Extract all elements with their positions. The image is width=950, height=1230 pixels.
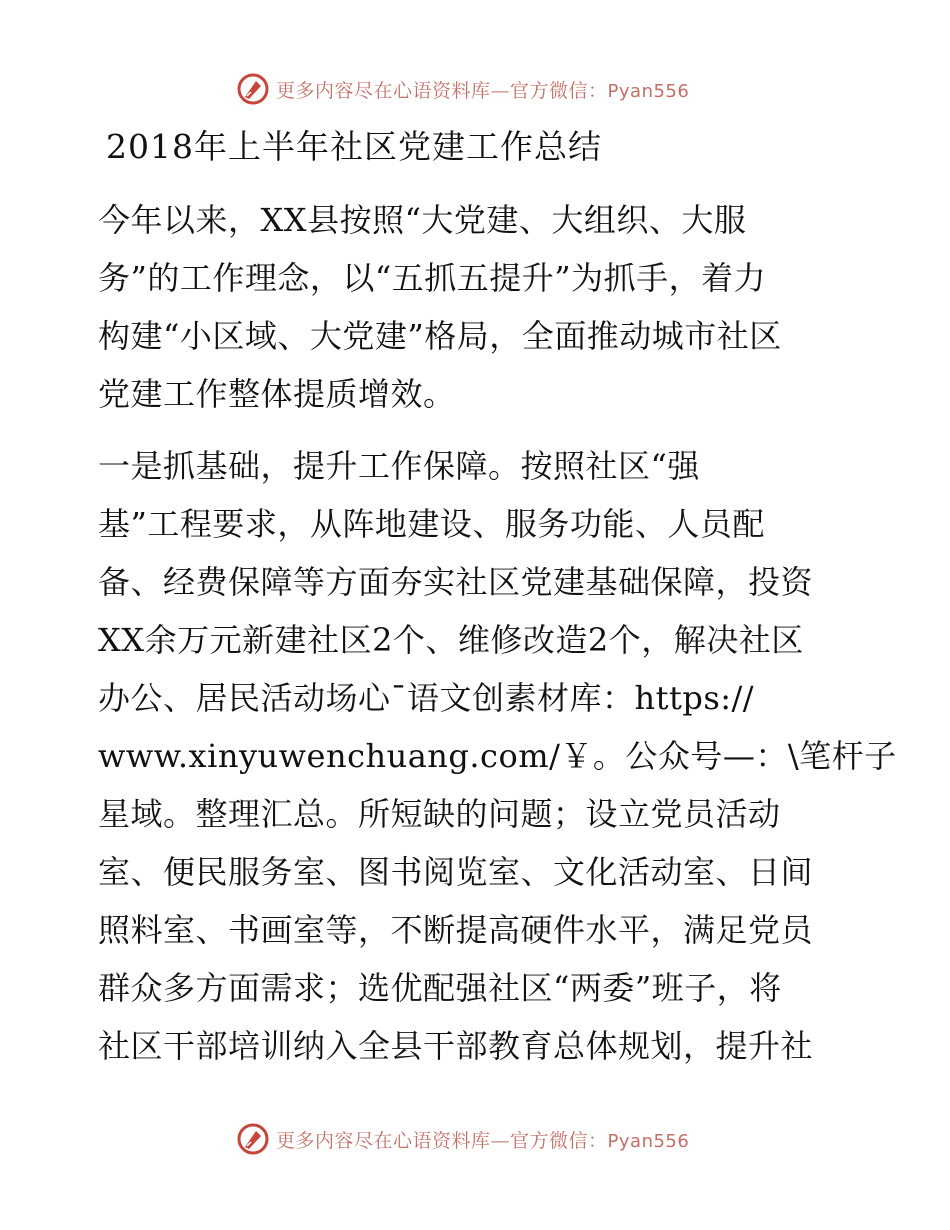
banner-text: 更多内容尽在心语资料库—官方微信：Pyan556 [276, 1129, 690, 1152]
text-line: 星域。整理汇总。所短缺的问题；设立党员活动 [98, 795, 781, 833]
pen-nib-circle-icon [236, 1122, 270, 1156]
footer-banner [236, 1122, 716, 1156]
text-line: 室、便民服务室、图书阅览室、文化活动室、日间 [98, 853, 814, 891]
page-title: 2018年上半年社区党建工作总结 [106, 127, 602, 166]
banner-text: 更多内容尽在心语资料库—官方微信：Pyan556 [276, 79, 690, 102]
text-line: 办公、居民活动场心¯语文创素材库：https:// [98, 679, 755, 717]
paragraph-foundation [98, 437, 897, 1075]
text-line: 基”工程要求，从阵地建设、服务功能、人员配 [98, 505, 765, 543]
text-line: XX余万元新建社区2个、维修改造2个，解决社区 [98, 621, 804, 659]
text-line: 群众多方面需求；选优配强社区“两委”班子，将 [98, 969, 782, 1007]
text-line: 照料室、书画室等，不断提高硬件水平，满足党员 [98, 911, 814, 949]
paragraph-intro [98, 191, 850, 423]
pen-nib-circle-icon [236, 72, 270, 106]
text-line: 党建工作整体提质增效。 [98, 375, 456, 413]
text-line: 务”的工作理念，以“五抓五提升”为抓手，着力 [98, 259, 767, 297]
text-line: 社区干部培训纳入全县干部教育总体规划，提升社 [98, 1027, 814, 1065]
text-line: 构建“小区域、大党建”格局，全面推动城市社区 [98, 317, 782, 355]
text-line: 备、经费保障等方面夯实社区党建基础保障，投资 [98, 563, 814, 601]
header-banner [236, 72, 716, 106]
text-line: 一是抓基础，提升工作保障。按照社区“强 [98, 447, 700, 485]
text-line: 今年以来，XX县按照“大党建、大组织、大服 [98, 201, 747, 239]
text-line: www.xinyuwenchuang.com/￥。公众号—：\笔杆子 [98, 737, 897, 775]
